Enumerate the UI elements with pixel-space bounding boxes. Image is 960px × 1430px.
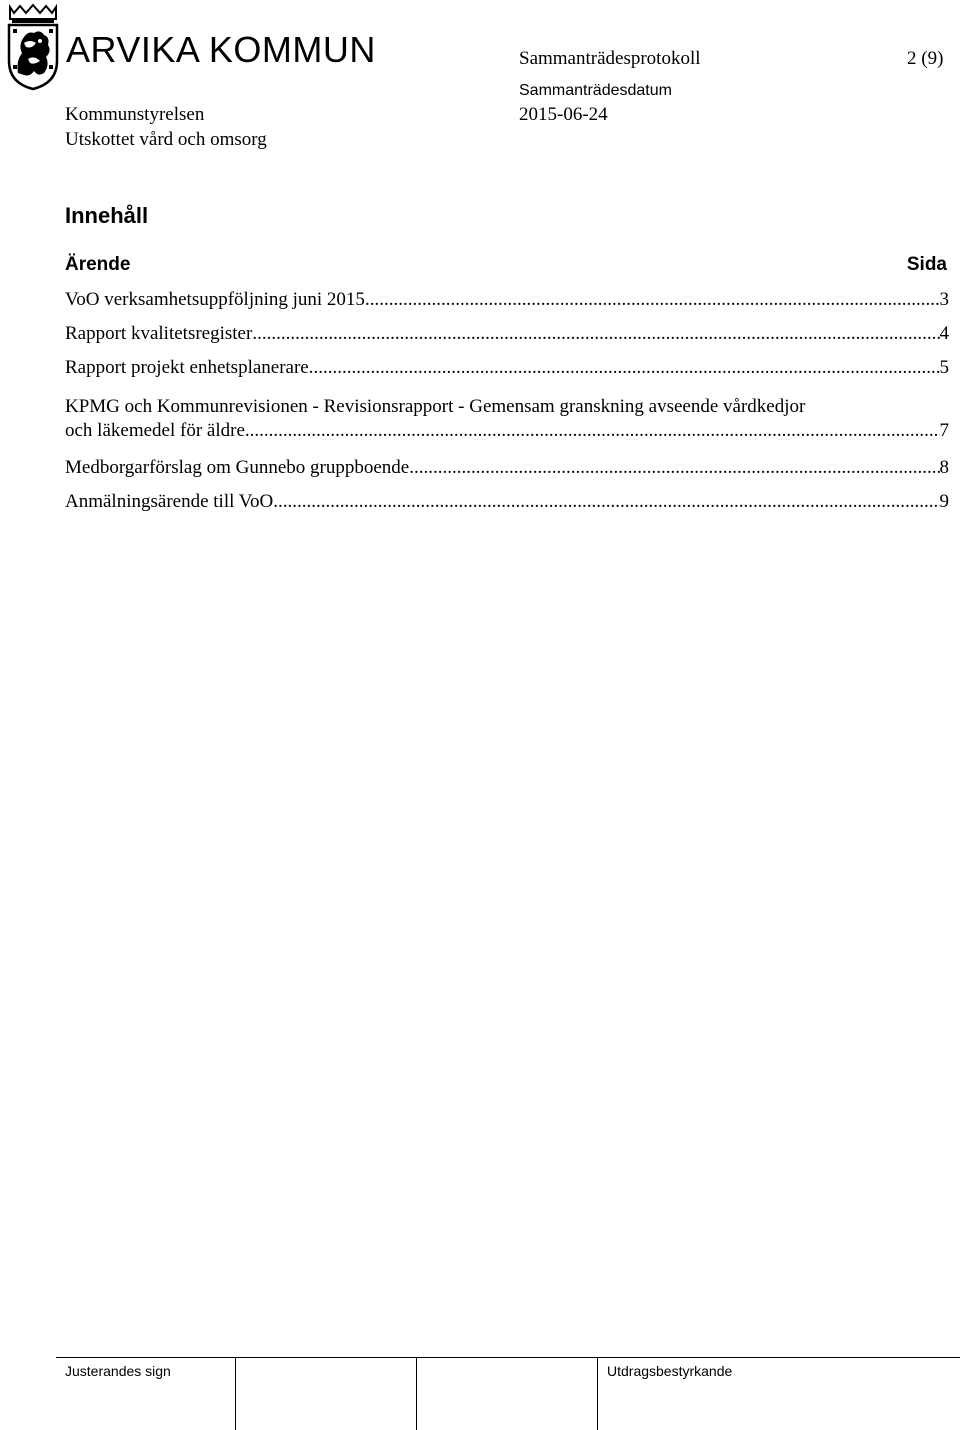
toc-entry-title: Medborgarförslag om Gunnebo gruppboende [65, 457, 410, 478]
column-header-page: Sida [906, 254, 947, 275]
footer-divider [235, 1357, 236, 1430]
toc-entry-title: Rapport kvalitetsregister [65, 323, 253, 344]
toc-entry[interactable] [65, 322, 949, 346]
toc-entry-page: 7 [939, 420, 949, 441]
footer-divider [416, 1357, 417, 1430]
committee-name: Utskottet vård och omsorg [65, 129, 267, 150]
extract-certification-label: Utdragsbestyrkande [607, 1363, 733, 1379]
toc-entry-page: 8 [939, 457, 949, 478]
municipality-logotype: ARVIKA KOMMUN [66, 29, 376, 70]
meeting-date: 2015-06-24 [519, 104, 608, 125]
footer-rule [56, 1357, 960, 1358]
column-header-item: Ärende [65, 254, 131, 275]
justifier-signature-label: Justerandes sign [65, 1363, 171, 1379]
toc-leader-dots [273, 490, 939, 514]
footer-divider [597, 1357, 598, 1430]
toc-entry-page: 3 [939, 289, 949, 310]
toc-leader-dots [245, 419, 940, 443]
toc-entry-page: 9 [939, 491, 949, 512]
toc-leader-dots [365, 288, 940, 312]
toc-entry[interactable] [65, 456, 949, 480]
municipal-coat-of-arms-icon [4, 3, 62, 91]
toc-entry-page: 5 [939, 357, 949, 378]
organization-name: Kommunstyrelsen [65, 104, 205, 125]
contents-heading: Innehåll [65, 203, 149, 228]
document-type: Sammanträdesprotokoll [519, 48, 701, 69]
toc-entry-title: och läkemedel för äldre [65, 420, 245, 441]
toc-entry[interactable] [65, 288, 949, 312]
toc-entry-title: Rapport projekt enhetsplanerare [65, 357, 309, 378]
meeting-date-label: Sammanträdesdatum [519, 82, 672, 99]
toc-entry[interactable] [65, 490, 949, 514]
toc-leader-dots [409, 456, 939, 480]
toc-entry-title: VoO verksamhetsuppföljning juni 2015 [65, 289, 365, 310]
toc-entry-page: 4 [939, 323, 949, 344]
toc-entry-title: Anmälningsärende till VoO [65, 491, 274, 512]
toc-leader-dots [252, 322, 939, 346]
toc-leader-dots [309, 356, 940, 380]
toc-entry[interactable] [65, 395, 949, 443]
page-number: 2 (9) [907, 48, 944, 69]
toc-entry[interactable] [65, 356, 949, 380]
toc-entry-title-line1: KPMG och Kommunrevisionen - Revisionsrapport - Gemensam granskning avseende vårdkedjor [65, 396, 806, 417]
